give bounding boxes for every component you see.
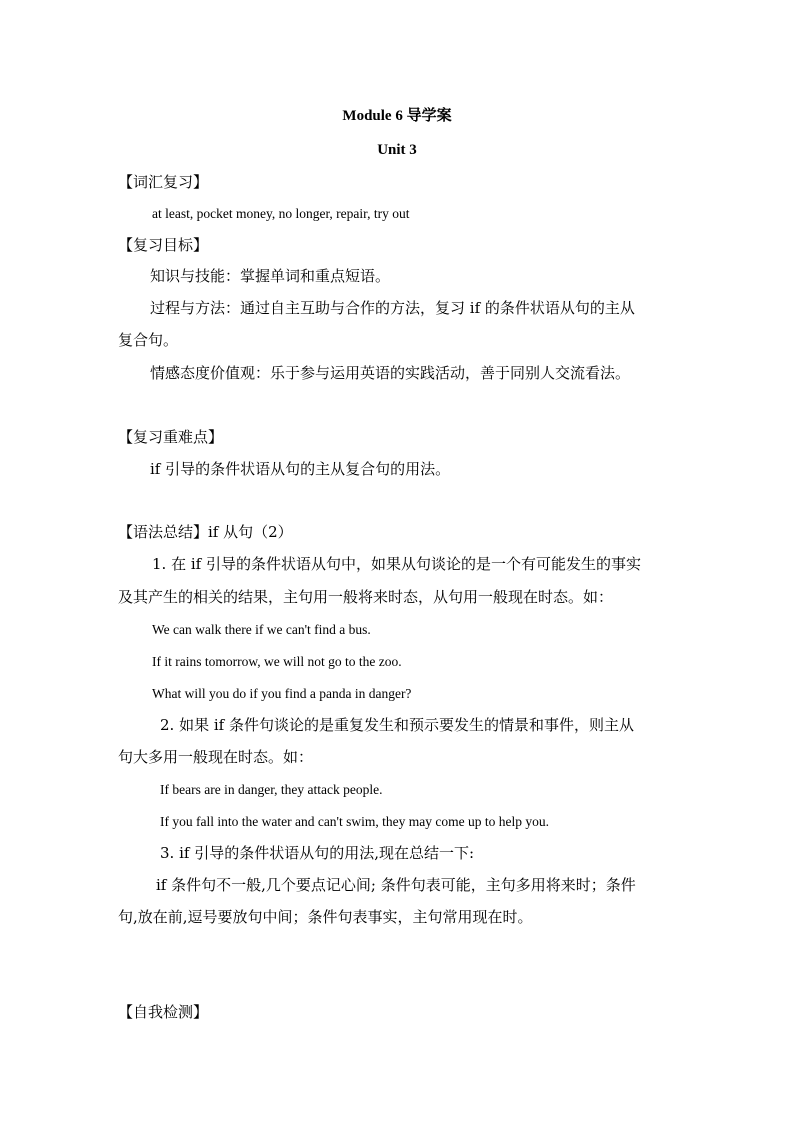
grammar-p3: 3. if 引导的条件状语从句的用法,现在总结一下: xyxy=(160,844,475,862)
example-sentence-1: We can walk there if we can't find a bus. xyxy=(152,622,371,637)
example-sentence-2: If it rains tomorrow, we will not go to the zoo. xyxy=(152,654,402,669)
goal-process-line1: 过程与方法：通过自主互助与合作的方法，复习 if 的条件状语从句的主从 xyxy=(150,299,635,317)
example-sentence-4: If bears are in danger, they attack people. xyxy=(160,782,383,797)
example-sentence-5: If you fall into the water and can't swim, they may come up to help you. xyxy=(160,814,549,829)
example-sentence-3: What will you do if you find a panda in danger? xyxy=(152,686,412,701)
key-points-text: if 引导的条件状语从句的主从复合句的用法。 xyxy=(150,460,451,478)
grammar-p2-line2: 句大多用一般现在时态。如： xyxy=(118,748,314,766)
page-subtitle: Unit 3 xyxy=(377,142,417,158)
goal-knowledge: 知识与技能：掌握单词和重点短语。 xyxy=(150,267,391,285)
goals-heading: 【复习目标】 xyxy=(118,236,209,254)
grammar-heading: 【语法总结】if 从句（2） xyxy=(118,523,293,541)
grammar-p2-line1: 2. 如果 if 条件句谈论的是重复发生和预示要发生的情景和事件，则主从 xyxy=(160,716,634,734)
key-points-heading: 【复习重难点】 xyxy=(118,428,224,446)
page-title: Module 6 导学案 xyxy=(342,108,452,124)
goal-emotion: 情感态度价值观：乐于参与运用英语的实践活动，善于同别人交流看法。 xyxy=(150,364,631,382)
goal-process-line2: 复合句。 xyxy=(118,331,179,349)
vocab-words: at least, pocket money, no longer, repair, try out xyxy=(152,206,410,221)
grammar-p4-line1: if 条件句不一般,几个要点记心间; 条件句表可能，主句多用将来时；条件 xyxy=(156,876,636,894)
grammar-p1-line1: 1. 在 if 引导的条件状语从句中，如果从句谈论的是一个有可能发生的事实 xyxy=(152,555,641,573)
self-check-heading: 【自我检测】 xyxy=(118,1003,209,1021)
vocab-heading: 【词汇复习】 xyxy=(118,173,209,191)
grammar-p4-line2: 句,放在前,逗号要放句中间；条件句表事实，主句常用现在时。 xyxy=(118,908,533,926)
grammar-p1-line2: 及其产生的相关的结果，主句用一般将来时态，从句用一般现在时态。如： xyxy=(118,588,614,606)
